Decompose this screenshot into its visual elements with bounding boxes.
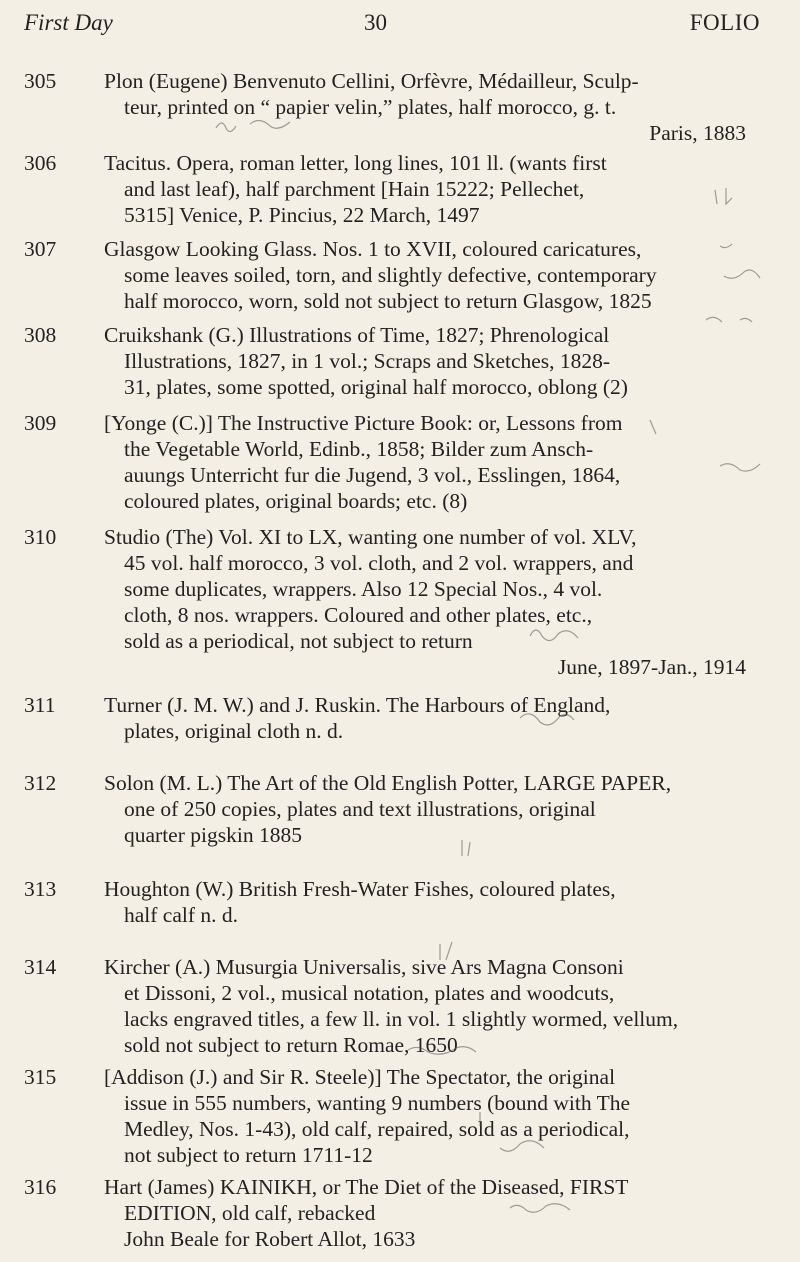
lot-line: not subject to return 1711-12 bbox=[124, 1143, 373, 1167]
lot-number: 313 bbox=[24, 877, 57, 901]
lot-number: 315 bbox=[24, 1065, 57, 1089]
day-heading: First Day bbox=[24, 10, 113, 35]
lot-315 bbox=[24, 1064, 760, 1168]
lot-line: quarter pigskin 1885 bbox=[124, 823, 302, 847]
lot-305 bbox=[24, 68, 760, 146]
lot-line: teur, printed on “ papier velin,” plates, half morocco, g. t. bbox=[124, 95, 617, 119]
lot-number: 305 bbox=[24, 69, 57, 93]
lot-310 bbox=[24, 524, 760, 680]
lot-number: 309 bbox=[24, 411, 57, 435]
page-number: 30 bbox=[364, 10, 387, 35]
lot-line: one of 250 copies, plates and text illustrations, original bbox=[124, 797, 596, 821]
lot-309 bbox=[24, 410, 760, 514]
lot-313 bbox=[24, 876, 760, 928]
lot-line: Houghton (W.) British Fresh-Water Fishes, coloured plates, bbox=[104, 877, 616, 901]
page-header bbox=[24, 10, 760, 50]
lot-line: 45 vol. half morocco, 3 vol. cloth, and 2 vol. wrappers, and bbox=[124, 551, 634, 575]
lot-line: Glasgow Looking Glass. Nos. 1 to XVII, coloured caricatures, bbox=[104, 237, 642, 261]
lot-line: EDITION, old calf, rebacked bbox=[124, 1201, 376, 1225]
lot-number: 314 bbox=[24, 955, 57, 979]
lot-line: half calf n. d. bbox=[124, 903, 239, 927]
lot-line: sold as a periodical, not subject to return bbox=[124, 629, 473, 653]
lot-line: sold not subject to return Romae, 1650 bbox=[124, 1033, 458, 1057]
lot-line: John Beale for Robert Allot, 1633 bbox=[124, 1227, 416, 1251]
lot-line: Medley, Nos. 1-43), old calf, repaired, sold as a periodical, bbox=[124, 1117, 630, 1141]
lot-line: Hart (James) KAINIKH, or The Diet of the Diseased, FIRST bbox=[104, 1175, 629, 1199]
lot-number: 307 bbox=[24, 237, 57, 261]
lot-line: Plon (Eugene) Benvenuto Cellini, Orfèvre, Médailleur, Sculp- bbox=[104, 69, 639, 93]
lot-line: coloured plates, original boards; etc. (8) bbox=[124, 489, 468, 513]
lot-line: Illustrations, 1827, in 1 vol.; Scraps and Sketches, 1828- bbox=[124, 349, 611, 373]
lot-line: [Addison (J.) and Sir R. Steele)] The Spectator, the original bbox=[104, 1065, 616, 1089]
lot-number: 306 bbox=[24, 151, 57, 175]
lot-number: 316 bbox=[24, 1175, 57, 1199]
lot-line: and last leaf), half parchment [Hain 15222; Pellechet, bbox=[124, 177, 585, 201]
lot-line: some duplicates, wrappers. Also 12 Special Nos., 4 vol. bbox=[124, 577, 603, 601]
lot-number: 310 bbox=[24, 525, 57, 549]
lot-line: Tacitus. Opera, roman letter, long lines, 101 ll. (wants first bbox=[104, 151, 607, 175]
lot-line: [Yonge (C.)] The Instructive Picture Book: or, Lessons from bbox=[104, 411, 623, 435]
lot-308 bbox=[24, 322, 760, 400]
lot-line: plates, original cloth n. d. bbox=[124, 719, 344, 743]
lot-line: lacks engraved titles, a few ll. in vol. 1 slightly wormed, vellum, bbox=[124, 1007, 679, 1031]
lot-line: auungs Unterricht fur die Jugend, 3 vol., Esslingen, 1864, bbox=[124, 463, 621, 487]
lot-line: Kircher (A.) Musurgia Universalis, sive Ars Magna Consoni bbox=[104, 955, 624, 979]
lot-line: half morocco, worn, sold not subject to return Glasgow, 1825 bbox=[124, 289, 652, 313]
lot-312 bbox=[24, 770, 760, 848]
lot-line: Cruikshank (G.) Illustrations of Time, 1827; Phrenological bbox=[104, 323, 610, 347]
lot-314 bbox=[24, 954, 760, 1058]
format-heading: FOLIO bbox=[689, 10, 760, 35]
lot-line: some leaves soiled, torn, and slightly defective, contemporary bbox=[124, 263, 657, 287]
lot-number: 311 bbox=[24, 693, 56, 717]
lot-number: 312 bbox=[24, 771, 57, 795]
lot-line: cloth, 8 nos. wrappers. Coloured and other plates, etc., bbox=[124, 603, 593, 627]
lot-line: 31, plates, some spotted, original half morocco, oblong (2) bbox=[124, 375, 628, 399]
lot-line: Studio (The) Vol. XI to LX, wanting one number of vol. XLV, bbox=[104, 525, 637, 549]
lot-311 bbox=[24, 692, 760, 744]
lot-316 bbox=[24, 1174, 760, 1252]
lot-line: Turner (J. M. W.) and J. Ruskin. The Harbours of England, bbox=[104, 693, 611, 717]
lot-line: Solon (M. L.) The Art of the Old English Potter, LARGE PAPER, bbox=[104, 771, 672, 795]
lot-line: the Vegetable World, Edinb., 1858; Bilder zum Ansch- bbox=[124, 437, 594, 461]
lot-line: June, 1897-Jan., 1914 bbox=[557, 655, 746, 679]
lot-306 bbox=[24, 150, 760, 228]
lot-line: 5315] Venice, P. Pincius, 22 March, 1497 bbox=[124, 203, 480, 227]
lot-number: 308 bbox=[24, 323, 57, 347]
lot-line: issue in 555 numbers, wanting 9 numbers (bound with The bbox=[124, 1091, 630, 1115]
lot-line: et Dissoni, 2 vol., musical notation, plates and woodcuts, bbox=[124, 981, 615, 1005]
lot-307 bbox=[24, 236, 760, 314]
lot-line: Paris, 1883 bbox=[649, 121, 746, 145]
